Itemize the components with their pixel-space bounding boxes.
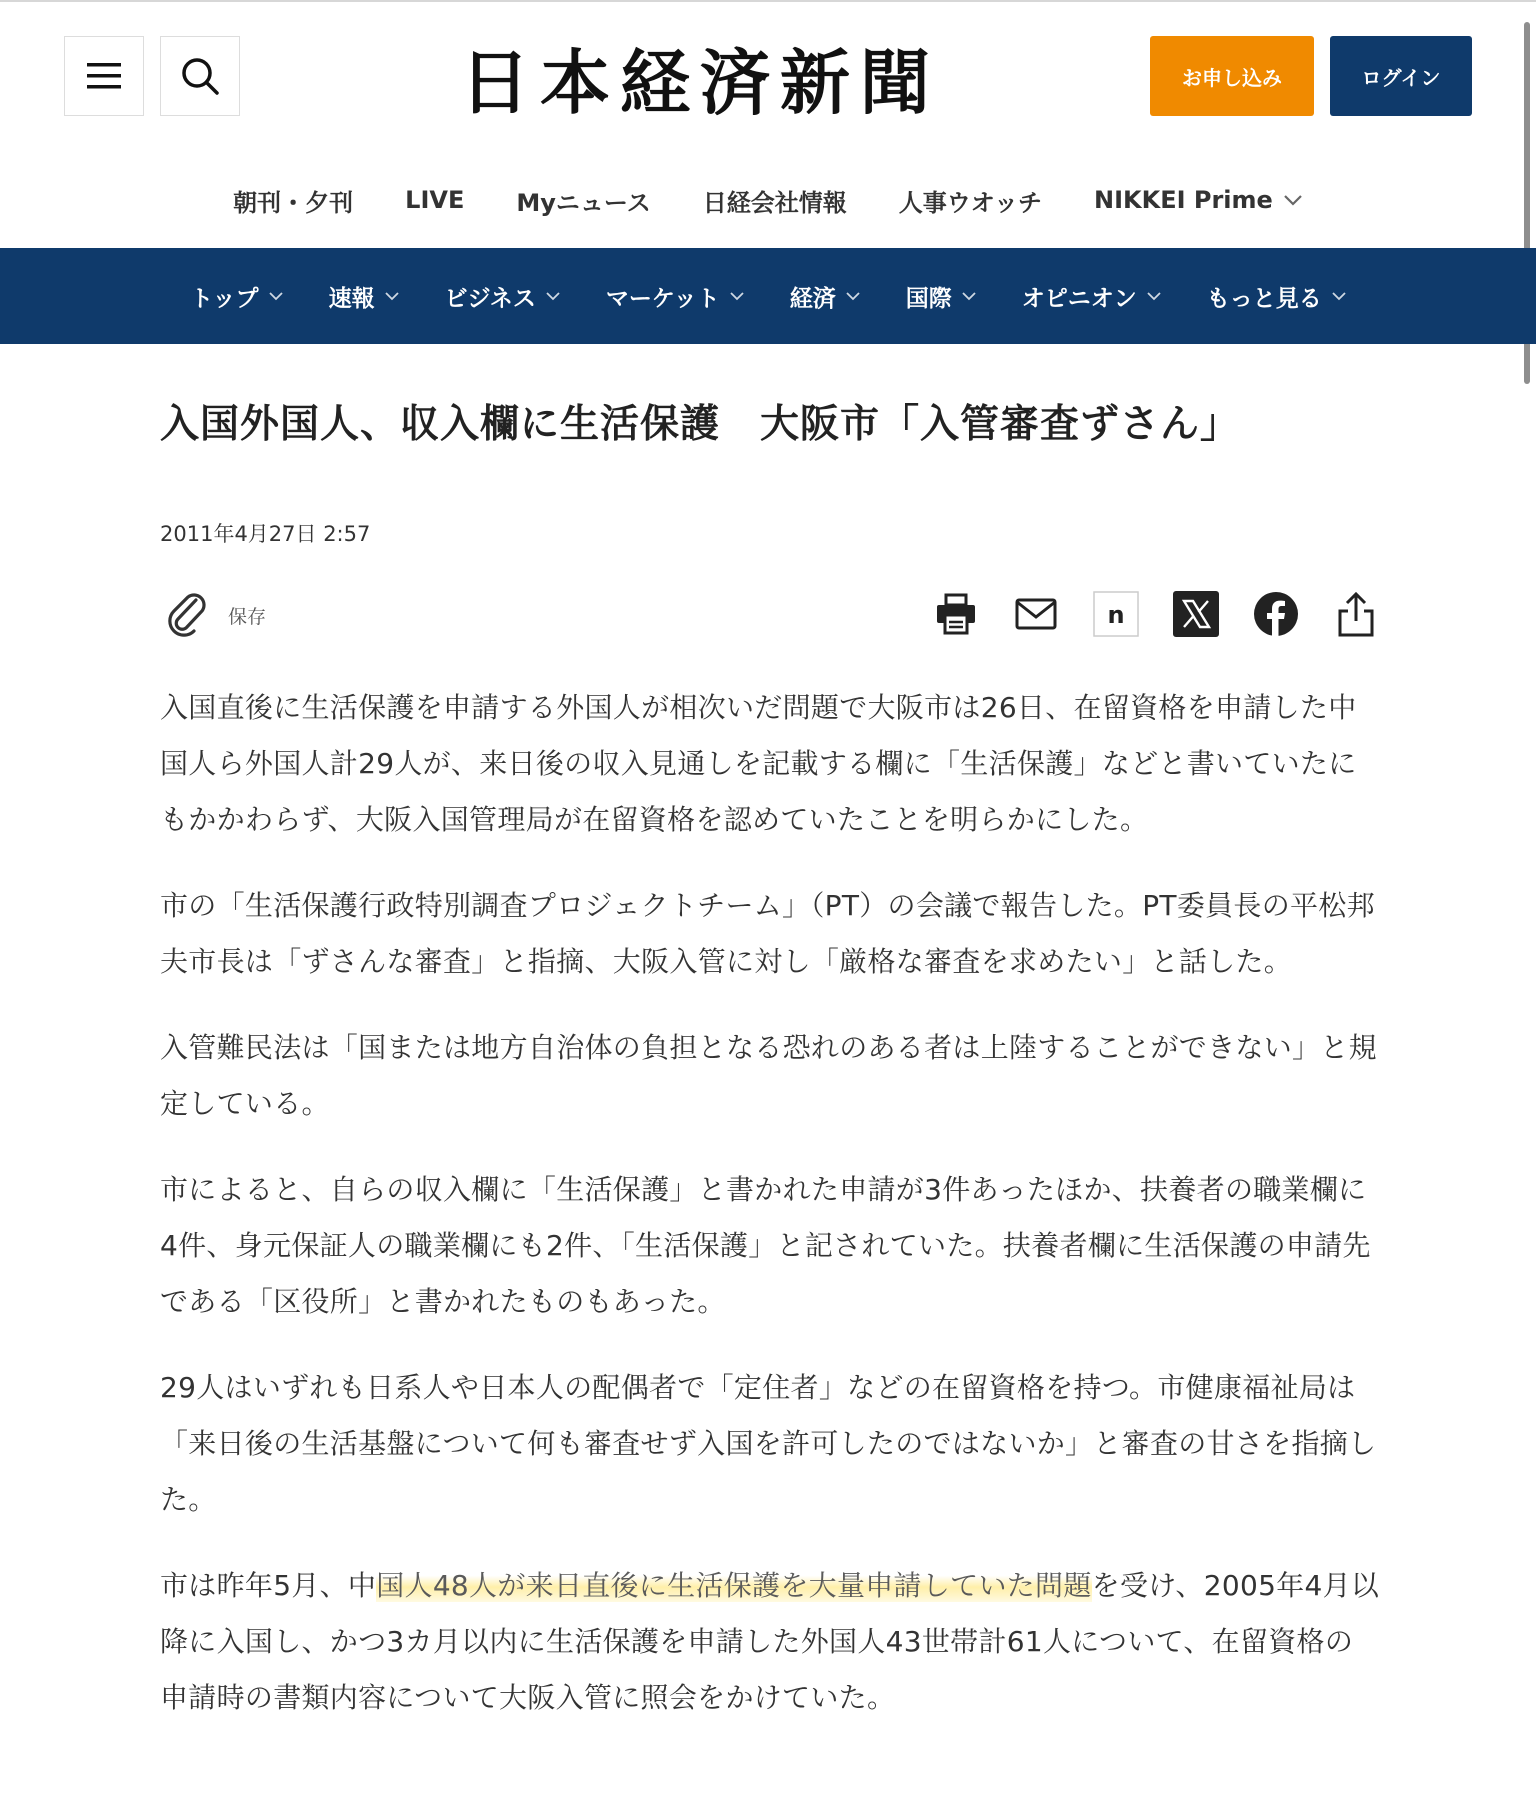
apply-button[interactable]: お申し込み [1150, 36, 1314, 116]
site-logo[interactable]: 日本経済新聞 [460, 40, 940, 124]
print-button[interactable] [932, 590, 980, 638]
nav-tab-label: マーケット [605, 285, 720, 312]
nav-tab-more[interactable] [1207, 280, 1346, 313]
nav-tab-label: オピニオン [1021, 285, 1137, 312]
facebook-icon [1253, 591, 1299, 637]
nav-tab-label: 国際 [905, 285, 952, 312]
x-share-button[interactable] [1172, 590, 1220, 638]
nav-tab-economy[interactable] [790, 280, 860, 313]
sub-nav-item-company-info[interactable] [703, 183, 847, 218]
highlighted-text: 国人48人が来日直後に生活保護を大量申請していた問題 [376, 1569, 1092, 1602]
sub-nav-item-my-news[interactable] [516, 183, 650, 218]
svg-text:n: n [1107, 601, 1125, 629]
article-date: 2011年4月27日 2:57 [160, 522, 371, 546]
search-icon [180, 56, 220, 96]
chevron-down-icon [385, 292, 399, 301]
nav-tab-label: もっと見る [1206, 285, 1322, 312]
menu-button[interactable] [64, 36, 144, 116]
nav-tab-opinion[interactable] [1022, 280, 1161, 313]
save-button[interactable] [168, 592, 266, 638]
sub-nav-label: Myニュース [516, 188, 651, 217]
sub-nav-item-prime[interactable] [1094, 186, 1303, 214]
facebook-share-button[interactable] [1252, 590, 1300, 638]
sub-nav-label: 人事ウオッチ [898, 188, 1042, 217]
nav-tab-top[interactable] [190, 280, 282, 313]
nav-tab-label: ビジネス [444, 285, 536, 312]
login-button[interactable]: ログイン [1330, 36, 1472, 116]
site-header [0, 0, 1536, 150]
main-nav [0, 248, 1536, 344]
chevron-down-icon [269, 292, 283, 301]
email-button[interactable] [1012, 590, 1060, 638]
chevron-down-icon [846, 292, 860, 301]
nav-tab-international[interactable] [906, 280, 976, 313]
article-body [160, 680, 1380, 1756]
share-icon [1336, 591, 1376, 637]
chevron-down-icon [1332, 292, 1346, 301]
nav-tab-market[interactable] [606, 280, 744, 313]
chevron-down-icon [546, 292, 560, 301]
chevron-down-icon [962, 292, 976, 301]
sub-nav-item-personnel[interactable] [899, 183, 1042, 218]
hamburger-icon [87, 62, 121, 90]
article-paragraph: 市の「生活保護行政特別調査プロジェクトチーム」（PT）の会議で報告した。PT委員長の平松邦夫市長は「ずさんな審査」と指摘、大阪入管に対し「厳格な審査を求めたい」と話した。 [160, 889, 1375, 978]
sub-nav-label: LIVE [405, 186, 465, 214]
sub-nav-label: 朝刊・夕刊 [233, 188, 354, 217]
share-button[interactable] [1332, 590, 1380, 638]
paragraph-text: を受け、2005年4月以降に入国し、かつ3カ月以内に生活保護を申請した外国人43世帯計61人について、在留資格の申請時の書類内容について大阪入管に照会をかけていた。 [160, 1569, 1380, 1714]
sub-nav-label: 日経会社情報 [702, 188, 847, 217]
chevron-down-icon [730, 292, 744, 301]
paragraph-text: 市は昨年5月、中 [160, 1569, 377, 1602]
article-paragraph: 入管難民法は「国または地方自治体の負担となる恐れのある者は上陸することができない」と規定している。 [160, 1031, 1377, 1120]
share-toolbar [932, 590, 1380, 638]
article-title: 入国外国人、収入欄に生活保護 大阪市「入管審査ずさん」 [160, 402, 1241, 447]
article [160, 400, 1380, 1714]
secondary-nav [0, 160, 1536, 240]
nav-tab-label: トップ [190, 285, 259, 312]
article-toolbar [160, 588, 1380, 644]
nav-tab-label: 速報 [328, 285, 375, 312]
article-paragraph-last [160, 1558, 1380, 1726]
nav-tab-breaking[interactable] [329, 280, 399, 313]
note-button[interactable] [1092, 590, 1140, 638]
save-label: 保存 [228, 605, 267, 628]
search-button[interactable] [160, 36, 240, 116]
article-paragraph: 市によると、自らの収入欄に「生活保護」と書かれた申請が3件あったほか、扶養者の職業欄に4件、身元保証人の職業欄にも2件、「生活保護」と記されていた。扶養者欄に生活保護の申請先である「区役所」と書かれたものもあった。 [160, 1173, 1371, 1318]
article-paragraph: 29人はいずれも日系人や日本人の配偶者で「定住者」などの在留資格を持つ。市健康福祉局は「来日後の生活基盤について何も審査せず入国を許可したのではないか」と審査の甘さを指摘した。 [160, 1371, 1377, 1516]
chevron-down-icon [1147, 292, 1161, 301]
chevron-down-icon [1283, 194, 1303, 206]
sub-nav-item-live[interactable] [405, 186, 464, 214]
sub-nav-item-paper[interactable] [233, 183, 353, 218]
mail-icon [1015, 598, 1057, 630]
nav-tab-label: 経済 [789, 285, 836, 312]
note-icon [1093, 591, 1139, 637]
sub-nav-label: NIKKEI Prime [1093, 186, 1273, 214]
print-icon [935, 593, 977, 635]
paperclip-icon [168, 592, 210, 638]
article-paragraph: 入国直後に生活保護を申請する外国人が相次いだ問題で大阪市は26日、在留資格を申請した中国人ら外国人計29人が、来日後の収入見通しを記載する欄に「生活保護」などと書いていたにもかかわらず、大阪入国管理局が在留資格を認めていたことを明らかにした。 [160, 691, 1357, 836]
nav-tab-business[interactable] [445, 280, 560, 313]
x-logo-icon [1173, 591, 1219, 637]
